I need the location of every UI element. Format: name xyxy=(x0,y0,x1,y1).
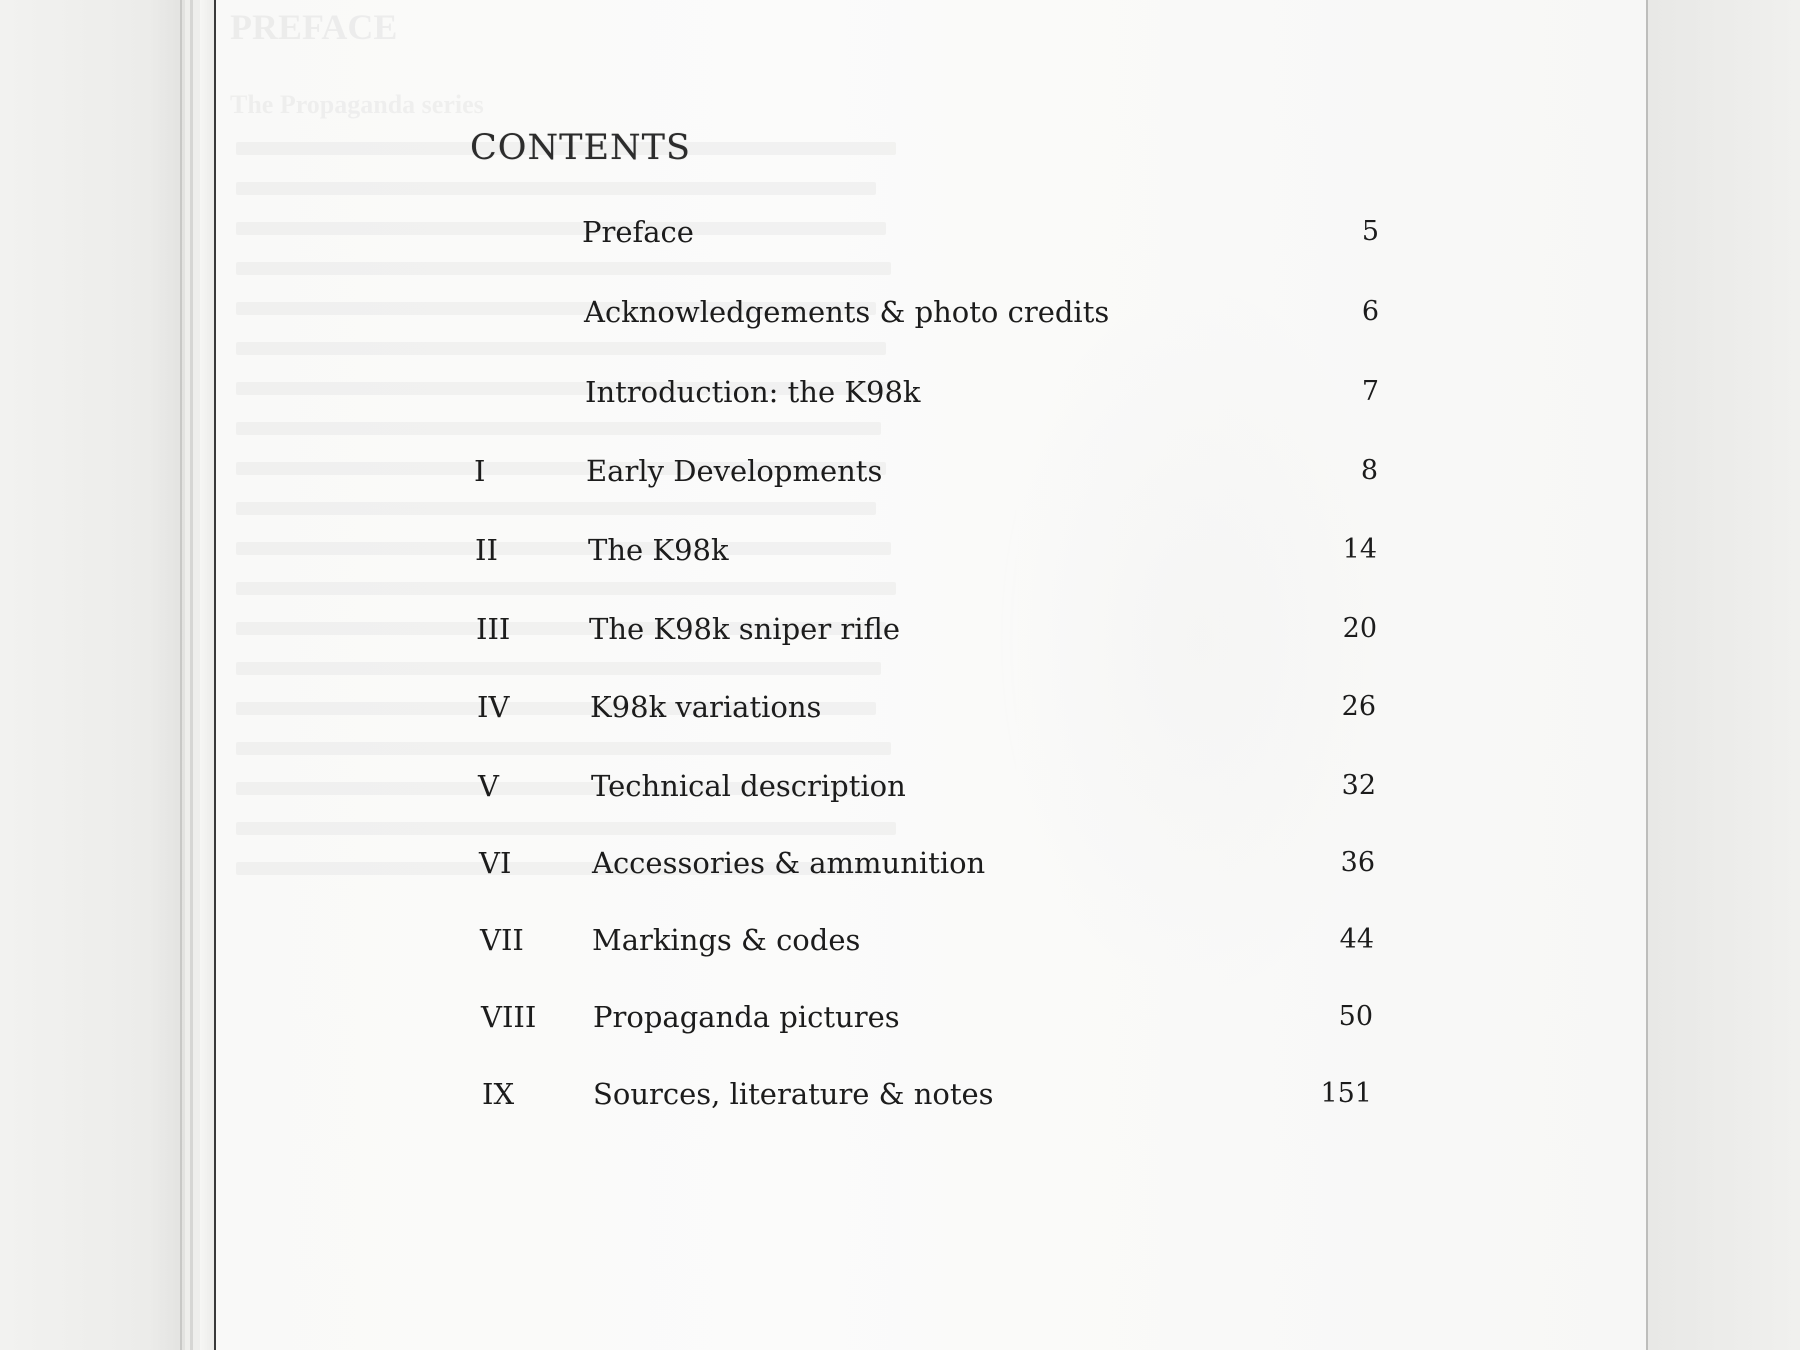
book-edge xyxy=(180,0,182,1350)
toc-entry-number: VI xyxy=(479,846,512,880)
toc-entry-label: Propaganda pictures xyxy=(593,1000,900,1034)
toc-entry xyxy=(0,920,1800,970)
toc-entry-page: 6 xyxy=(1361,296,1379,327)
toc-entry xyxy=(0,1074,1800,1124)
toc-entry-number: IX xyxy=(482,1077,515,1111)
book-edge xyxy=(190,0,193,1350)
toc-entry-label: Accessories & ammunition xyxy=(592,846,986,880)
contents-title: CONTENTS xyxy=(470,128,691,168)
background-right xyxy=(1648,0,1800,1350)
toc-entry-page: 36 xyxy=(1340,847,1375,878)
toc-entry-number: VII xyxy=(480,923,524,957)
toc-entry xyxy=(0,451,1800,501)
toc-entry-label: Acknowledgements & photo credits xyxy=(584,295,1110,329)
toc-entry xyxy=(0,843,1800,893)
toc-entry-label: The K98k sniper rifle xyxy=(589,612,901,646)
toc-entry xyxy=(0,530,1800,580)
book-edge xyxy=(200,0,214,1350)
contents-page xyxy=(216,0,1646,1350)
toc-entry-number: IV xyxy=(477,690,510,724)
toc-entry-page: 20 xyxy=(1342,613,1377,644)
toc-entry-label: Early Developments xyxy=(586,454,883,488)
toc-entry-number: VIII xyxy=(481,1000,537,1034)
toc-entry xyxy=(0,997,1800,1047)
toc-entry xyxy=(0,292,1800,342)
toc-entry xyxy=(0,766,1800,816)
toc-entry xyxy=(0,372,1800,422)
toc-entry-page: 5 xyxy=(1361,216,1379,247)
toc-entry-page: 26 xyxy=(1341,691,1376,722)
toc-entry-label: Technical description xyxy=(591,769,906,803)
toc-entry-number: I xyxy=(474,454,486,488)
toc-entry xyxy=(0,687,1800,737)
toc-entry-number: III xyxy=(476,612,511,646)
toc-entry-label: Preface xyxy=(582,215,694,249)
toc-entry-page: 50 xyxy=(1338,1001,1373,1032)
toc-entry-number: V xyxy=(478,769,499,803)
toc-entry-label: Introduction: the K98k xyxy=(585,375,921,409)
toc-entry-page: 7 xyxy=(1361,376,1379,407)
background-left xyxy=(0,0,185,1350)
toc-entry-label: Markings & codes xyxy=(592,923,861,957)
toc-entry xyxy=(0,609,1800,659)
toc-entry xyxy=(0,212,1800,262)
toc-entry-label: The K98k xyxy=(588,533,729,567)
toc-entry-label: Sources, literature & notes xyxy=(593,1077,994,1111)
toc-entry-page: 44 xyxy=(1339,924,1374,955)
toc-entry-page: 32 xyxy=(1341,770,1376,801)
toc-entry-number: II xyxy=(475,533,498,567)
toc-entry-page: 8 xyxy=(1360,455,1378,486)
toc-entry-page: 14 xyxy=(1342,534,1377,565)
toc-entry-label: K98k variations xyxy=(590,690,822,724)
toc-entry-page: 151 xyxy=(1320,1078,1372,1109)
